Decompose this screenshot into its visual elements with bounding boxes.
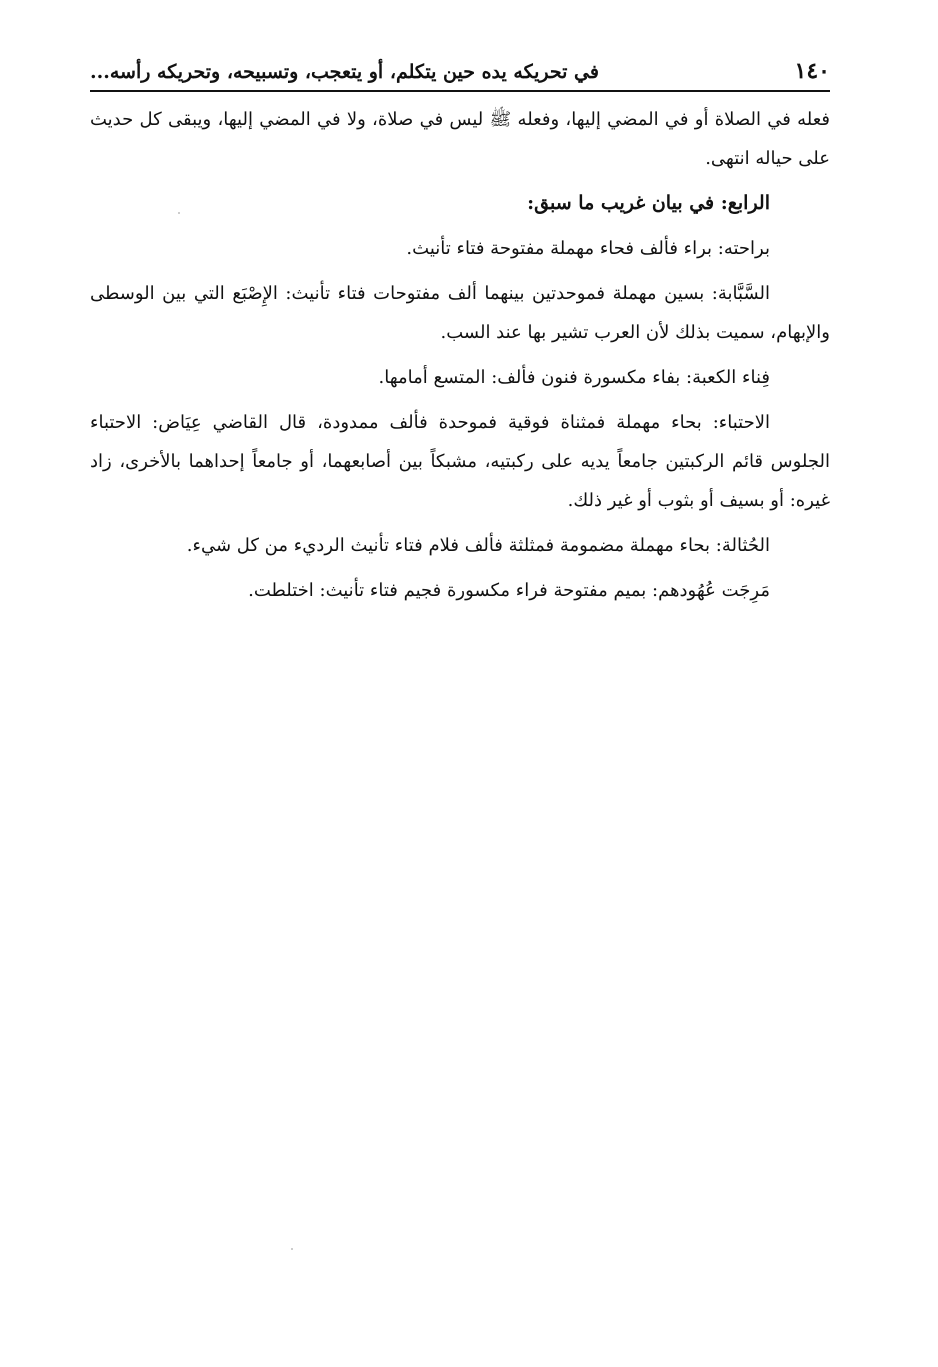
- page-number: ١٤٠: [794, 58, 830, 84]
- running-header: [90, 56, 830, 92]
- running-header-title: في تحريكه يده حين يتكلم، أو يتعجب، وتسبيحه، وتحريكه رأسه...: [90, 61, 599, 83]
- book-page: [90, 56, 830, 616]
- glossary-entry: السَّبَّابة: بسين مهملة فموحدتين بينهما ألف مفتوحات فتاء تأنيث: الإِصْبَع التي بين الوسطى والإبهام، سميت بذلك لأن العرب تشير بها عند السب.: [90, 283, 830, 343]
- glossary-entry: الحُثالة: بحاء مهملة مضمومة فمثلثة فألف فلام فتاء تأنيث الرديء من كل شيء.: [186, 535, 770, 556]
- scan-speck: [291, 1248, 293, 1250]
- glossary-entry: الاحتباء: بحاء مهملة فمثناة فوقية فموحدة فألف ممدودة، قال القاضي عِيَاض: الاحتباء الجلوس قائم الركبتين جامعاً يديه على ركبتيه، مشبكاً بين أصابعهما، أو جامعاً إحداهما بالأخرى، زاد غيره: أو بسيف أو بثوب أو غير ذلك.: [90, 412, 830, 511]
- section-heading: الرابع: في بيان غريب ما سبق:: [527, 192, 770, 214]
- glossary-entry: فِناء الكعبة: بفاء مكسورة فنون فألف: المتسع أمامها.: [378, 367, 770, 388]
- glossary-entry: براحته: براء فألف فحاء مهملة مفتوحة فتاء تأنيث.: [406, 238, 770, 259]
- scan-speck: [178, 212, 180, 214]
- page-body: [90, 100, 830, 610]
- continuation-paragraph: فعله في الصلاة أو في المضي إليها، وفعله ﷺ ليس في صلاة، ولا في المضي إليها، ويبقى كل حديث على حياله انتهى.: [90, 109, 830, 169]
- glossary-entry: مَرِجَت عُهُودهم: بميم مفتوحة فراء مكسورة فجيم فتاء تأنيث: اختلطت.: [248, 580, 770, 601]
